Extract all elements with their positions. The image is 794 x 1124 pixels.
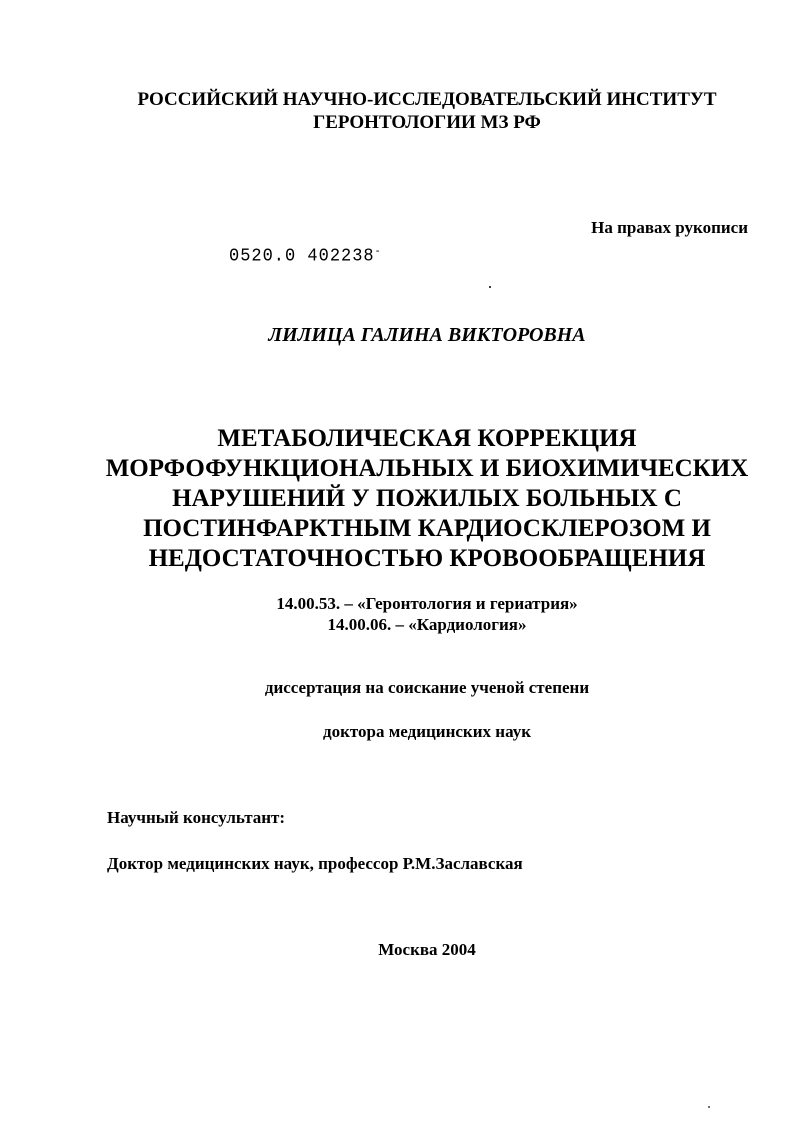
- scan-speck: [708, 1106, 710, 1108]
- consultant-name: Доктор медицинских наук, профессор Р.М.Заславская: [107, 854, 523, 873]
- archive-stamp-code: 0520.0 402238: [229, 246, 375, 267]
- author-name: ЛИЛИЦА ГАЛИНА ВИКТОРОВНА: [268, 324, 586, 346]
- title-line: НАРУШЕНИЙ У ПОЖИЛЫХ БОЛЬНЫХ С: [172, 485, 682, 512]
- institute-header: [30, 88, 794, 134]
- consultant-label: Научный консультант:: [107, 808, 286, 827]
- archive-stamp: [229, 246, 382, 267]
- specialties: [30, 593, 794, 635]
- rights-notice: На правах рукописи: [591, 218, 748, 237]
- dissertation-title: [30, 424, 794, 574]
- title-line: МОРФОФУНКЦИОНАЛЬНЫХ И БИОХИМИЧЕСКИХ: [105, 455, 749, 482]
- specialty-gerontology: 14.00.53. – «Геронтология и гериатрия»: [276, 594, 578, 613]
- specialty-cardiology: 14.00.06. – «Кардиология»: [327, 615, 527, 634]
- institute-line-2: ГЕРОНТОЛОГИИ МЗ РФ: [313, 112, 541, 133]
- title-line: ПОСТИНФАРКТНЫМ КАРДИОСКЛЕРОЗОМ И: [143, 515, 711, 542]
- title-line: НЕДОСТАТОЧНОСТЬЮ КРОВООБРАЩЕНИЯ: [148, 545, 706, 572]
- scan-speck: [489, 286, 491, 288]
- dissertation-degree-line-2: доктора медицинских наук: [322, 722, 532, 741]
- city-year: Москва 2004: [378, 940, 476, 959]
- institute-line-1: РОССИЙСКИЙ НАУЧНО-ИССЛЕДОВАТЕЛЬСКИЙ ИНСТИТУТ: [137, 89, 717, 110]
- title-line: МЕТАБОЛИЧЕСКАЯ КОРРЕКЦИЯ: [217, 425, 637, 452]
- dissertation-degree-line-1: диссертация на соискание ученой степени: [264, 678, 590, 697]
- archive-stamp-mark: -: [374, 246, 382, 259]
